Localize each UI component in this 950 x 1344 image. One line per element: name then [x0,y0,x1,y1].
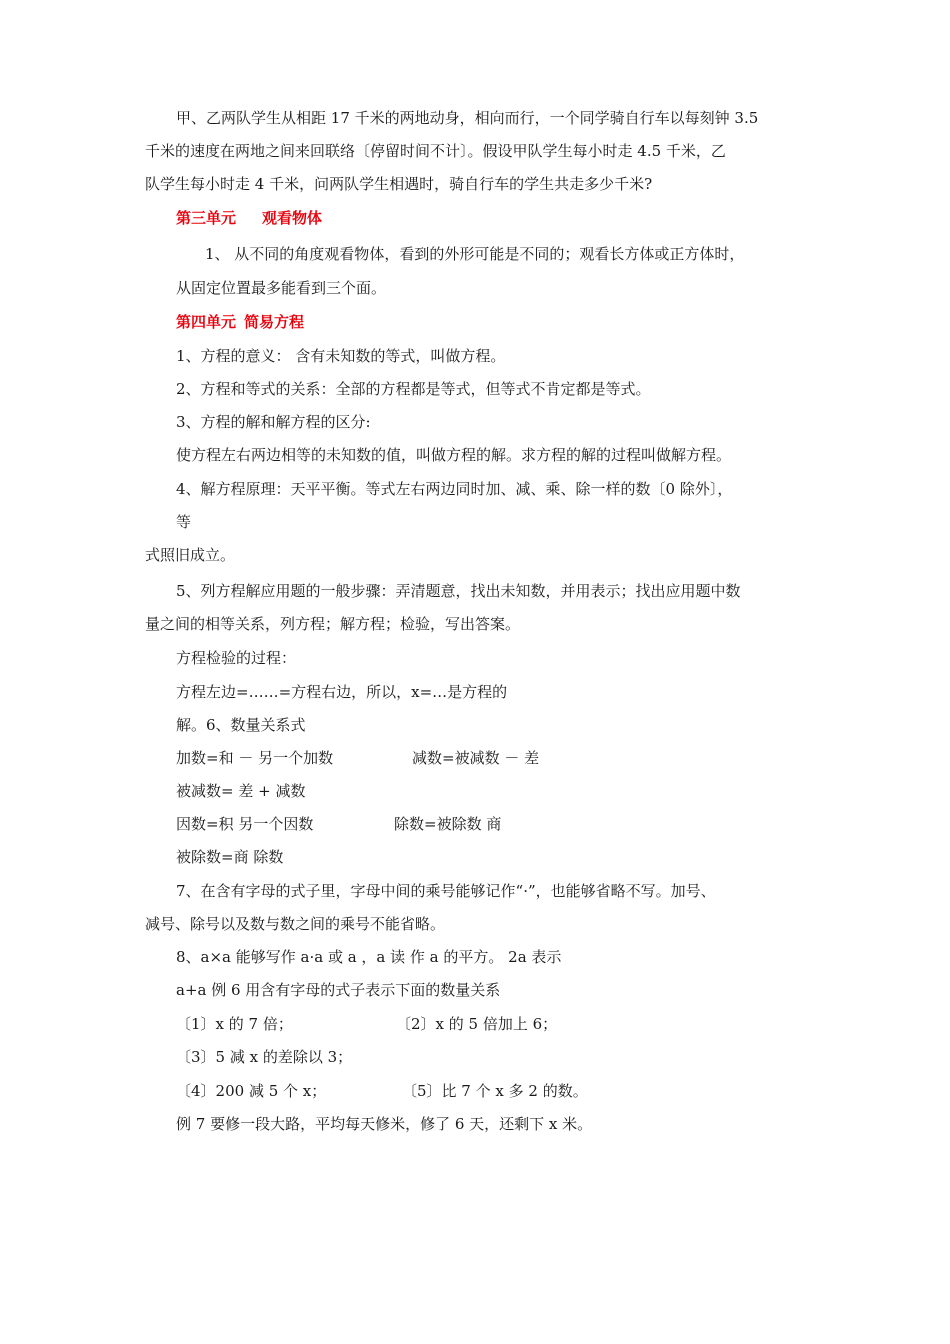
exercise-2: 〔2〕x 的 5 倍加上 6； [396,1015,558,1033]
unit4-point-4-line-1: 4、解方程原理：天平平衡。等式左右两边同时加、减、乘、除一样的数〔0 除外〕， [176,480,733,498]
unit4-point-3: 3、方程的解和解方程的区分: [176,413,371,431]
unit3-paragraph-line-2: 从固定位置最多能看到三个面。 [176,279,387,297]
exercise-row-1 [176,1013,558,1035]
exercise-row-3 [176,1080,588,1102]
unit4-point-4-line-3: 式照旧成立。 [145,546,236,564]
equation-check-title: 方程检验的过程： [176,649,297,667]
exercise-4: 〔4〕200 减 5 个 x； [176,1082,327,1100]
unit3-number: 第三单元 [176,209,237,227]
exercise-1: 〔1〕x 的 7 倍； [176,1015,293,1033]
unit4-point-7-line-2: 减号、除号以及数与数之间的乘号不能省略。 [145,915,446,933]
intro-line-2: 千米的速度在两地之间来回联络〔停留时间不计〕。假设甲队学生每小时走 4.5 千米，乙 [145,142,726,160]
unit4-point-3-detail: 使方程左右两边相等的未知数的值，叫做方程的解。求方程的解的过程叫做解方程。 [176,446,732,464]
relation-row-1 [176,747,540,769]
intro-line-1: 甲、乙两队学生从相距 17 千米的两地动身，相向而行，一个同学骑自行车以每刻钟 3.5 [176,109,759,127]
unit4-point-7-line-1: 7、在含有字母的式子里，字母中间的乘号能够记作“·”，也能够省略不写。加号、 [176,882,716,900]
unit4-point-8-line-1: 8、a×a 能够写作 a·a 或 a ，a 读 作 a 的平方。 2a 表示 [176,948,562,966]
unit4-point-8-line-2: a+a 例 6 用含有字母的式子表示下面的数量关系 [176,981,501,999]
unit3-heading [176,207,322,229]
unit4-heading [176,311,304,333]
exercise-5: 〔5〕比 7 个 x 多 2 的数。 [402,1082,588,1100]
relation-subtrahend: 减数=被减数 － 差 [412,749,540,767]
relation-factor: 因数=积 另一个因数 [176,815,314,833]
relation-minuend: 被减数= 差 + 减数 [176,782,306,800]
unit4-point-4-line-2: 等 [176,513,192,531]
unit4-point-2: 2、方程和等式的关系：全部的方程都是等式，但等式不肯定都是等式。 [176,380,651,398]
equation-check-line-2: 解。6、数量关系式 [176,716,306,734]
example-7: 例 7 要修一段大路，平均每天修米，修了 6 天，还剩下 x 米。 [176,1115,593,1133]
relation-addend: 加数=和 － 另一个加数 [176,749,334,767]
unit4-title: 简易方程 [244,313,305,331]
unit4-number: 第四单元 [176,313,237,331]
exercise-3: 〔3〕5 减 x 的差除以 3； [176,1048,353,1066]
relation-row-3 [176,813,502,835]
relation-dividend: 被除数=商 除数 [176,848,284,866]
equation-check-line-1: 方程左边=……=方程右边，所以，x=…是方程的 [176,683,508,701]
unit3-paragraph-line-1: 1、 从不同的角度观看物体，看到的外形可能是不同的；观看长方体或正方体时， [205,245,745,263]
unit4-point-5-line-2: 量之间的相等关系，列方程；解方程；检验，写出答案。 [145,615,521,633]
unit4-point-5-line-1: 5、列方程解应用题的一般步骤：弄清题意，找出未知数，并用表示；找出应用题中数 [176,582,741,600]
unit3-title: 观看物体 [262,209,323,227]
relation-divisor: 除数=被除数 商 [394,815,502,833]
intro-line-3: 队学生每小时走 4 千米，问两队学生相遇时，骑自行车的学生共走多少千米? [145,175,653,193]
unit4-point-1: 1、方程的意义： 含有未知数的等式，叫做方程。 [176,347,506,365]
